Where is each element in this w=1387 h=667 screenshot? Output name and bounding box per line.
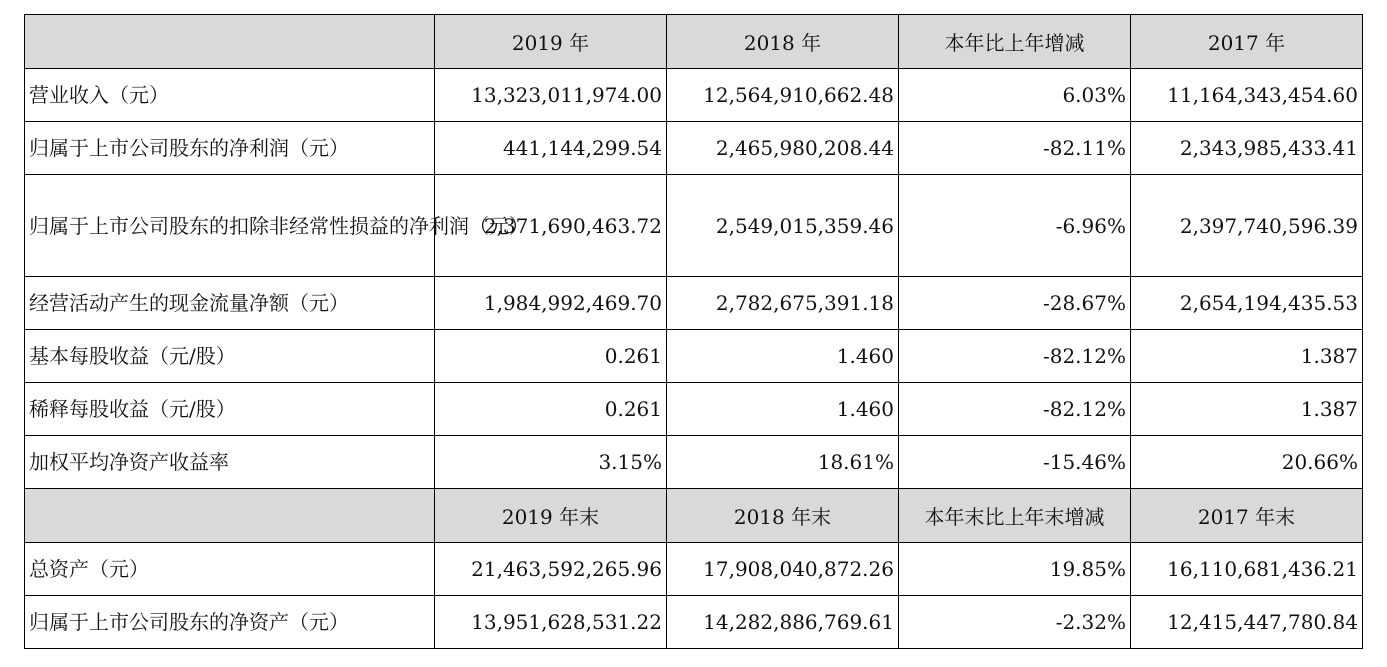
header-corner-cell [25, 489, 435, 543]
header-row-period-end [25, 489, 1363, 543]
value-2018: 2,782,675,391.18 [667, 277, 899, 330]
value-2019: 21,463,592,265.96 [435, 543, 667, 596]
row-label: 归属于上市公司股东的净资产（元） [25, 596, 435, 649]
value-change: -82.12% [899, 330, 1131, 383]
row-label: 经营活动产生的现金流量净额（元） [25, 277, 435, 330]
value-2017: 2,397,740,596.39 [1131, 175, 1363, 277]
value-2017: 1.387 [1131, 330, 1363, 383]
value-change: -82.11% [899, 122, 1131, 175]
header-2019-end: 2019 年末 [435, 489, 667, 543]
table-row [25, 175, 1363, 277]
value-2019: 13,951,628,531.22 [435, 596, 667, 649]
value-2017: 16,110,681,436.21 [1131, 543, 1363, 596]
value-2017: 11,164,343,454.60 [1131, 69, 1363, 122]
value-2019: 0.261 [435, 383, 667, 436]
value-2018: 1.460 [667, 330, 899, 383]
row-label: 加权平均净资产收益率 [25, 436, 435, 489]
row-label: 营业收入（元） [25, 69, 435, 122]
value-2019: 0.261 [435, 330, 667, 383]
value-2017: 1.387 [1131, 383, 1363, 436]
table-row [25, 69, 1363, 122]
header-2017: 2017 年 [1131, 15, 1363, 69]
value-2018: 1.460 [667, 383, 899, 436]
value-2017: 2,343,985,433.41 [1131, 122, 1363, 175]
value-2018: 18.61% [667, 436, 899, 489]
row-label: 基本每股收益（元/股） [25, 330, 435, 383]
value-2017: 12,415,447,780.84 [1131, 596, 1363, 649]
header-2017-end: 2017 年末 [1131, 489, 1363, 543]
header-change: 本年比上年增减 [899, 15, 1131, 69]
value-change: 6.03% [899, 69, 1131, 122]
header-row-annual [25, 15, 1363, 69]
value-2017: 20.66% [1131, 436, 1363, 489]
value-2019: 441,144,299.54 [435, 122, 667, 175]
table-row [25, 596, 1363, 649]
header-corner-cell [25, 15, 435, 69]
table-row [25, 122, 1363, 175]
table-row [25, 436, 1363, 489]
row-label-text: 归属于上市公司股东的扣除非经常性损益的净利润（元） [29, 213, 529, 238]
value-change: -15.46% [899, 436, 1131, 489]
row-label: 总资产（元） [25, 543, 435, 596]
value-change: -2.32% [899, 596, 1131, 649]
value-2018: 2,549,015,359.46 [667, 175, 899, 277]
table-row [25, 277, 1363, 330]
key-financial-data-table [24, 14, 1363, 649]
value-2018: 14,282,886,769.61 [667, 596, 899, 649]
header-change-end: 本年末比上年末增减 [899, 489, 1131, 543]
header-2018: 2018 年 [667, 15, 899, 69]
table-row [25, 330, 1363, 383]
value-2017: 2,654,194,435.53 [1131, 277, 1363, 330]
value-2018: 17,908,040,872.26 [667, 543, 899, 596]
row-label: 归属于上市公司股东的净利润（元） [25, 122, 435, 175]
row-label [25, 175, 529, 277]
header-2019: 2019 年 [435, 15, 667, 69]
value-2019: 13,323,011,974.00 [435, 69, 667, 122]
value-2019: 1,984,992,469.70 [435, 277, 667, 330]
row-label: 稀释每股收益（元/股） [25, 383, 435, 436]
table-row [25, 543, 1363, 596]
value-2019: 2,371,690,463.72 [435, 175, 667, 277]
table-row [25, 383, 1363, 436]
header-2018-end: 2018 年末 [667, 489, 899, 543]
value-change: -82.12% [899, 383, 1131, 436]
value-change: 19.85% [899, 543, 1131, 596]
value-2018: 2,465,980,208.44 [667, 122, 899, 175]
value-2018: 12,564,910,662.48 [667, 69, 899, 122]
value-2019: 3.15% [435, 436, 667, 489]
value-change: -6.96% [899, 175, 1131, 277]
value-change: -28.67% [899, 277, 1131, 330]
